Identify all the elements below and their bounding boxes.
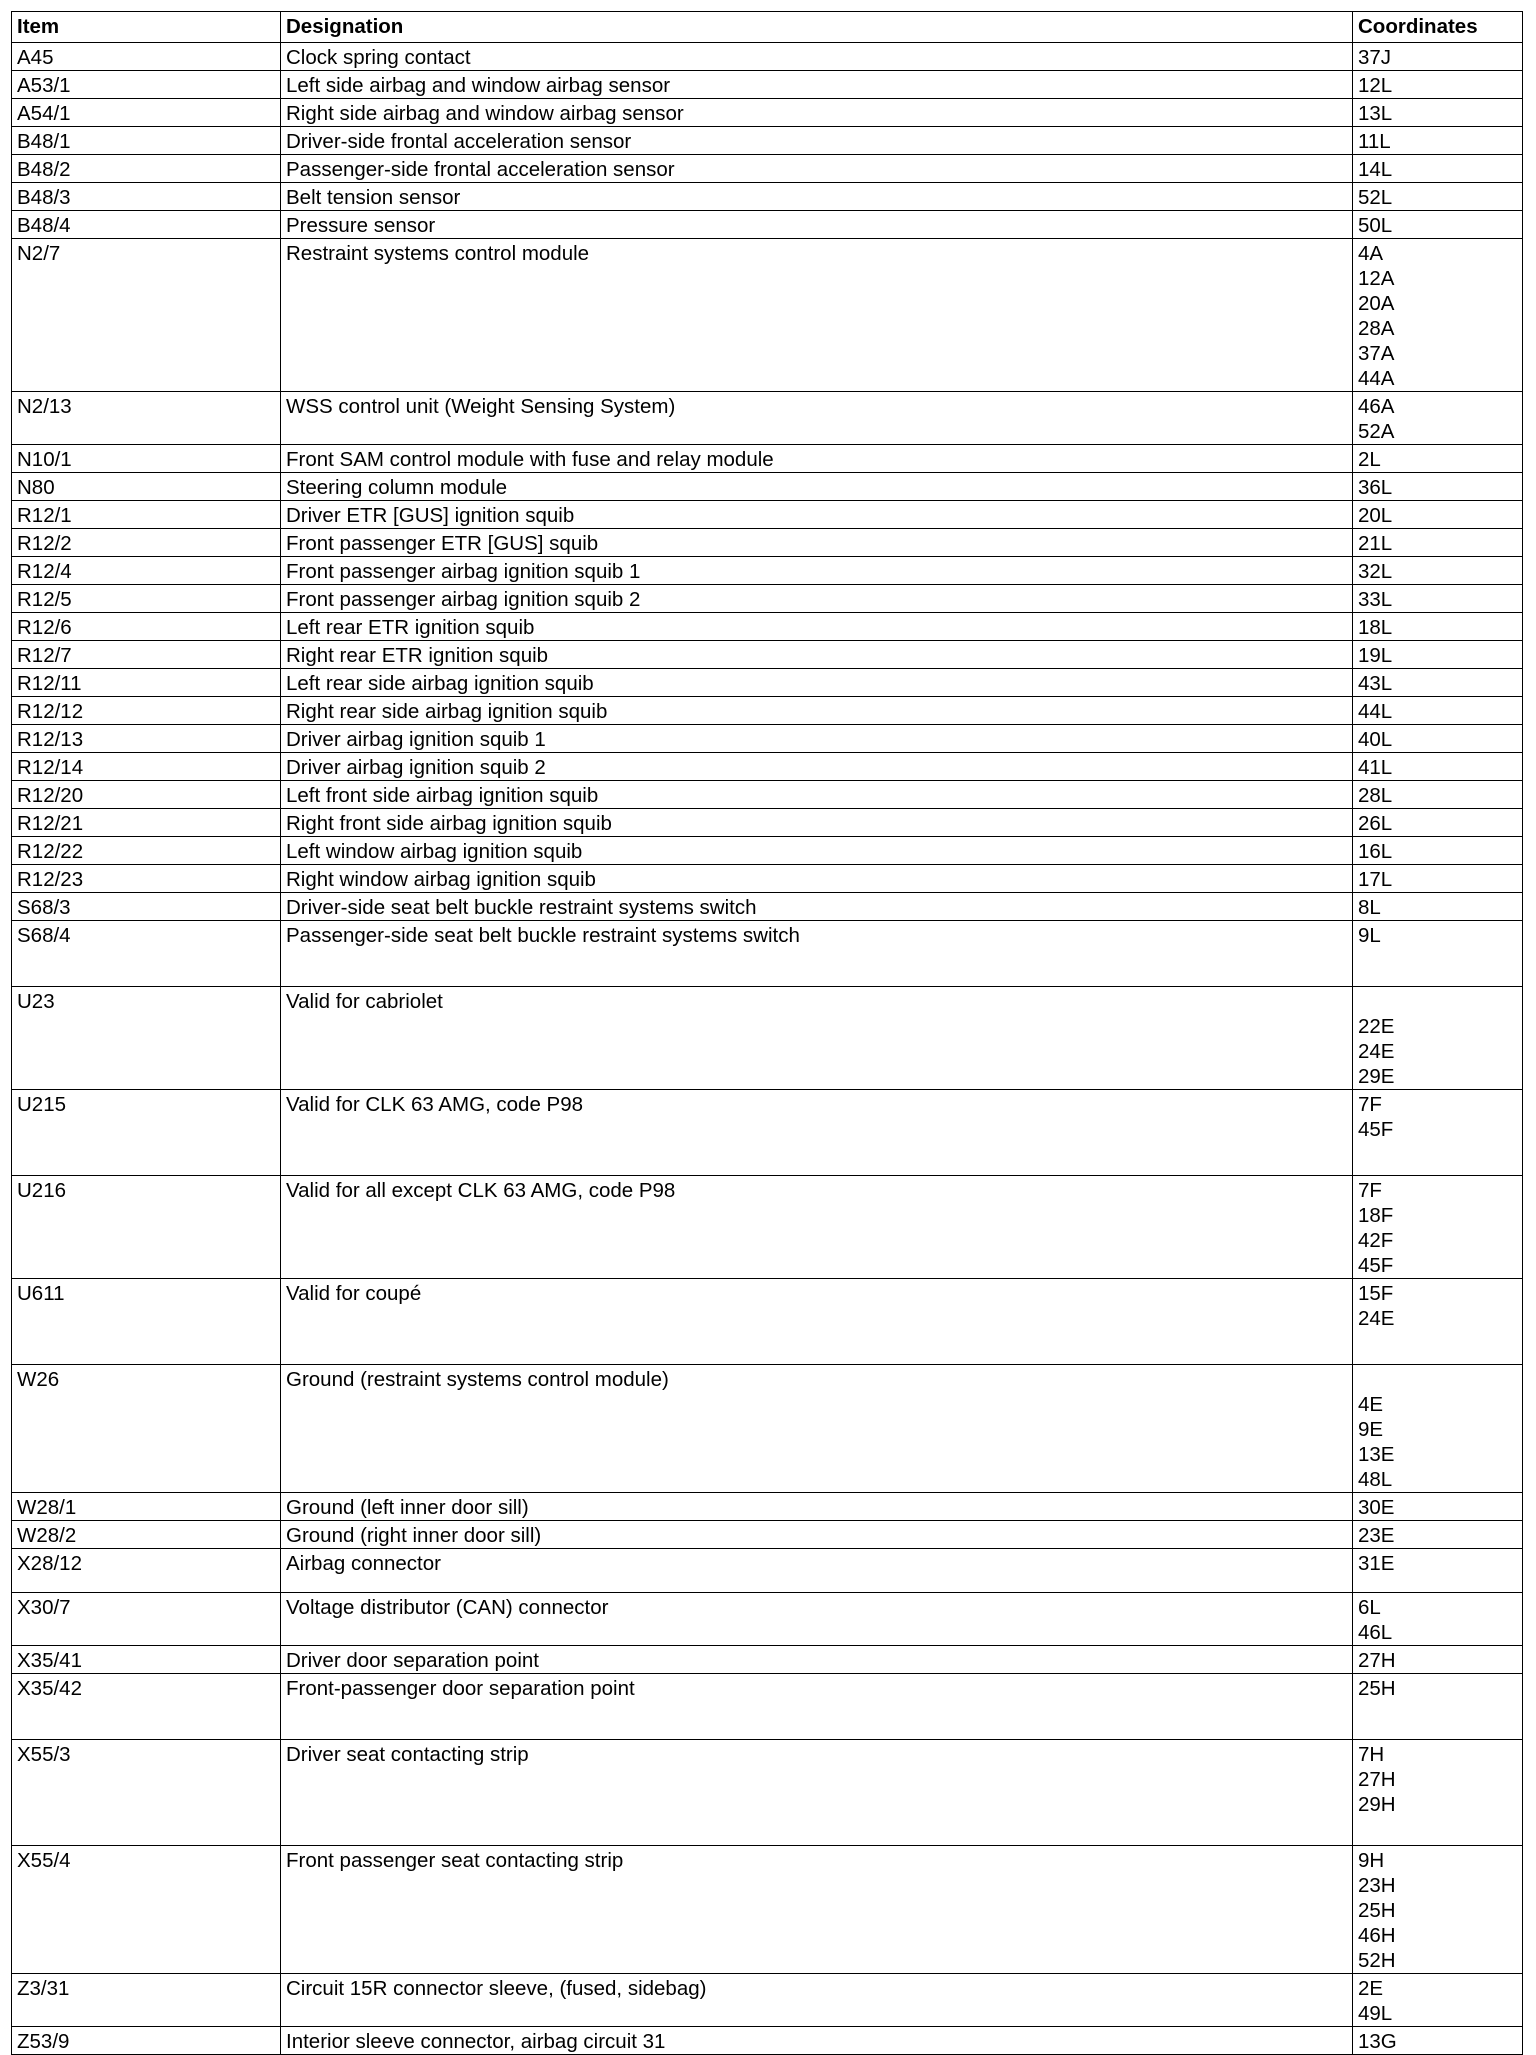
cell-designation: Driver ETR [GUS] ignition squib <box>281 501 1353 529</box>
cell-item: R12/21 <box>12 809 281 837</box>
cell-item: W26 <box>12 1365 281 1493</box>
table-row <box>12 239 1523 392</box>
coordinate-value: 26L <box>1358 812 1393 835</box>
cell-designation: Pressure sensor <box>281 211 1353 239</box>
coordinate-value: 13G <box>1358 2030 1397 2053</box>
cell-coordinates <box>1353 1674 1523 1740</box>
cell-designation: Driver door separation point <box>281 1646 1353 1674</box>
cell-item: X55/3 <box>12 1740 281 1846</box>
coordinate-value: 27H <box>1358 1649 1396 1672</box>
cell-designation: Driver seat contacting strip <box>281 1740 1353 1846</box>
cell-item: N2/13 <box>12 392 281 445</box>
cell-designation: Interior sleeve connector, airbag circuit 31 <box>281 2027 1353 2055</box>
cell-coordinates <box>1353 725 1523 753</box>
cell-coordinates <box>1353 1365 1523 1493</box>
cell-item: W28/1 <box>12 1493 281 1521</box>
cell-designation: Right rear ETR ignition squib <box>281 641 1353 669</box>
column-header-designation: Designation <box>281 12 1353 43</box>
table-row <box>12 1279 1523 1365</box>
coordinate-value: 4A <box>1358 242 1384 265</box>
coordinate-value: 33L <box>1358 588 1393 611</box>
coordinate-value: 42F <box>1358 1229 1394 1252</box>
cell-designation: Passenger-side seat belt buckle restraint systems switch <box>281 921 1353 987</box>
table-row <box>12 987 1523 1090</box>
coordinate-value: 22E <box>1358 1015 1395 1038</box>
column-header-coordinates: Coordinates <box>1353 12 1523 43</box>
cell-coordinates <box>1353 473 1523 501</box>
coordinate-value: 29E <box>1358 1065 1395 1088</box>
cell-coordinates <box>1353 183 1523 211</box>
cell-item: N10/1 <box>12 445 281 473</box>
cell-designation: Ground (restraint systems control module) <box>281 1365 1353 1493</box>
table-row <box>12 1090 1523 1176</box>
cell-designation: Driver-side seat belt buckle restraint systems switch <box>281 893 1353 921</box>
coordinate-value: 37A <box>1358 342 1395 365</box>
cell-coordinates <box>1353 1740 1523 1846</box>
table-row <box>12 837 1523 865</box>
cell-designation: Right front side airbag ignition squib <box>281 809 1353 837</box>
table-row <box>12 921 1523 987</box>
cell-item: B48/4 <box>12 211 281 239</box>
coordinate-value: 24E <box>1358 1307 1395 1330</box>
coordinate-value: 2E <box>1358 1977 1384 2000</box>
cell-item: R12/6 <box>12 613 281 641</box>
coordinate-value: 43L <box>1358 672 1393 695</box>
cell-coordinates <box>1353 987 1523 1090</box>
cell-item: B48/3 <box>12 183 281 211</box>
cell-coordinates <box>1353 753 1523 781</box>
cell-designation: Clock spring contact <box>281 43 1353 71</box>
table-row <box>12 669 1523 697</box>
table-row <box>12 1740 1523 1846</box>
cell-coordinates <box>1353 155 1523 183</box>
cell-coordinates <box>1353 697 1523 725</box>
table-row <box>12 2027 1523 2055</box>
cell-coordinates <box>1353 1090 1523 1176</box>
coordinate-value: 36L <box>1358 476 1393 499</box>
cell-coordinates <box>1353 127 1523 155</box>
cell-coordinates <box>1353 1549 1523 1593</box>
cell-designation: Front-passenger door separation point <box>281 1674 1353 1740</box>
cell-designation: Right window airbag ignition squib <box>281 865 1353 893</box>
cell-item: R12/13 <box>12 725 281 753</box>
coordinate-value: 9L <box>1358 924 1381 947</box>
table-row <box>12 1176 1523 1279</box>
table-row <box>12 809 1523 837</box>
table-row <box>12 1365 1523 1493</box>
cell-coordinates <box>1353 669 1523 697</box>
coordinate-value: 52L <box>1358 186 1393 209</box>
cell-item: R12/22 <box>12 837 281 865</box>
cell-item: U611 <box>12 1279 281 1365</box>
cell-designation: Left side airbag and window airbag sensor <box>281 71 1353 99</box>
coordinate-value: 15F <box>1358 1282 1394 1305</box>
cell-item: R12/2 <box>12 529 281 557</box>
table-row <box>12 865 1523 893</box>
coordinate-value: 7F <box>1358 1179 1382 1202</box>
coordinate-value: 24E <box>1358 1040 1395 1063</box>
cell-designation: Left front side airbag ignition squib <box>281 781 1353 809</box>
coordinate-value: 44A <box>1358 367 1395 390</box>
cell-item: R12/23 <box>12 865 281 893</box>
table-row <box>12 392 1523 445</box>
coordinate-value: 23H <box>1358 1874 1396 1897</box>
cell-item: X35/42 <box>12 1674 281 1740</box>
table-row <box>12 725 1523 753</box>
cell-coordinates <box>1353 239 1523 392</box>
cell-item: R12/20 <box>12 781 281 809</box>
cell-coordinates <box>1353 211 1523 239</box>
cell-item: X35/41 <box>12 1646 281 1674</box>
coordinate-value: 44L <box>1358 700 1393 723</box>
coordinate-value: 46L <box>1358 1621 1393 1644</box>
coordinate-value: 48L <box>1358 1468 1393 1491</box>
cell-coordinates <box>1353 392 1523 445</box>
cell-item: S68/3 <box>12 893 281 921</box>
cell-coordinates <box>1353 837 1523 865</box>
cell-coordinates <box>1353 99 1523 127</box>
table-row <box>12 1646 1523 1674</box>
coordinate-value: 28A <box>1358 317 1395 340</box>
table-row <box>12 697 1523 725</box>
coordinate-value: 25H <box>1358 1677 1396 1700</box>
coordinate-value: 50L <box>1358 214 1393 237</box>
coordinate-value: 9E <box>1358 1418 1384 1441</box>
table-row <box>12 557 1523 585</box>
cell-coordinates <box>1353 1846 1523 1974</box>
table-header-row <box>12 12 1523 43</box>
coordinate-value: 46A <box>1358 395 1395 418</box>
table-row <box>12 1593 1523 1646</box>
cell-item: A53/1 <box>12 71 281 99</box>
cell-coordinates <box>1353 1974 1523 2027</box>
cell-coordinates <box>1353 1176 1523 1279</box>
cell-designation: Airbag connector <box>281 1549 1353 1593</box>
cell-coordinates <box>1353 1521 1523 1549</box>
table-row <box>12 1521 1523 1549</box>
cell-coordinates <box>1353 641 1523 669</box>
cell-designation: Driver-side frontal acceleration sensor <box>281 127 1353 155</box>
coordinate-value: 6L <box>1358 1596 1381 1619</box>
cell-item: R12/4 <box>12 557 281 585</box>
coordinate-value: 52A <box>1358 420 1395 443</box>
cell-designation: Front passenger seat contacting strip <box>281 1846 1353 1974</box>
coordinate-value: 8L <box>1358 896 1381 919</box>
coordinate-value: 19L <box>1358 644 1393 667</box>
cell-item: R12/7 <box>12 641 281 669</box>
table-row <box>12 127 1523 155</box>
cell-item: U23 <box>12 987 281 1090</box>
coordinate-value: 40L <box>1358 728 1393 751</box>
coordinate-value: 7H <box>1358 1743 1385 1766</box>
cell-designation: Ground (left inner door sill) <box>281 1493 1353 1521</box>
cell-coordinates <box>1353 893 1523 921</box>
cell-designation: Valid for cabriolet <box>281 987 1353 1090</box>
table-row <box>12 1674 1523 1740</box>
cell-coordinates <box>1353 2027 1523 2055</box>
table-row <box>12 641 1523 669</box>
coordinate-value: 20A <box>1358 292 1395 315</box>
coordinate-value: 17L <box>1358 868 1393 891</box>
coordinate-value: 25H <box>1358 1899 1396 1922</box>
cell-coordinates <box>1353 557 1523 585</box>
table-row <box>12 211 1523 239</box>
cell-item: B48/1 <box>12 127 281 155</box>
cell-designation: Valid for all except CLK 63 AMG, code P98 <box>281 1176 1353 1279</box>
cell-designation: WSS control unit (Weight Sensing System) <box>281 392 1353 445</box>
cell-coordinates <box>1353 781 1523 809</box>
table-row <box>12 781 1523 809</box>
cell-designation: Circuit 15R connector sleeve, (fused, sidebag) <box>281 1974 1353 2027</box>
cell-designation: Front passenger airbag ignition squib 1 <box>281 557 1353 585</box>
coordinate-value: 23E <box>1358 1524 1395 1547</box>
cell-item: A45 <box>12 43 281 71</box>
cell-item: R12/14 <box>12 753 281 781</box>
coordinate-value: 49L <box>1358 2002 1393 2025</box>
table-row <box>12 1493 1523 1521</box>
coordinate-value: 7F <box>1358 1093 1382 1116</box>
coordinate-value: 41L <box>1358 756 1393 779</box>
coordinate-value: 9H <box>1358 1849 1385 1872</box>
coordinate-value: 37J <box>1358 46 1392 69</box>
cell-designation: Front passenger ETR [GUS] squib <box>281 529 1353 557</box>
coordinate-value: 27H <box>1358 1768 1396 1791</box>
cell-item: W28/2 <box>12 1521 281 1549</box>
coordinate-value: 14L <box>1358 158 1393 181</box>
cell-designation: Restraint systems control module <box>281 239 1353 392</box>
cell-designation: Front SAM control module with fuse and relay module <box>281 445 1353 473</box>
table-row <box>12 613 1523 641</box>
cell-item: X30/7 <box>12 1593 281 1646</box>
cell-coordinates <box>1353 529 1523 557</box>
cell-item: R12/12 <box>12 697 281 725</box>
cell-coordinates <box>1353 43 1523 71</box>
cell-designation: Belt tension sensor <box>281 183 1353 211</box>
table-row <box>12 1846 1523 1974</box>
coordinate-value: 45F <box>1358 1254 1394 1277</box>
cell-item: Z53/9 <box>12 2027 281 2055</box>
coordinate-value <box>1358 989 1517 1014</box>
cell-item: X55/4 <box>12 1846 281 1974</box>
table-row <box>12 529 1523 557</box>
coordinate-value: 28L <box>1358 784 1393 807</box>
coordinate-value: 18F <box>1358 1204 1394 1227</box>
cell-item: B48/2 <box>12 155 281 183</box>
cell-coordinates <box>1353 1493 1523 1521</box>
table-row <box>12 1974 1523 2027</box>
coordinate-value: 16L <box>1358 840 1393 863</box>
table-row <box>12 501 1523 529</box>
coordinate-value: 4E <box>1358 1393 1384 1416</box>
table-row <box>12 893 1523 921</box>
table-row <box>12 43 1523 71</box>
cell-coordinates <box>1353 865 1523 893</box>
cell-item: U215 <box>12 1090 281 1176</box>
table-row <box>12 183 1523 211</box>
cell-coordinates <box>1353 1593 1523 1646</box>
table-row <box>12 585 1523 613</box>
cell-designation: Valid for CLK 63 AMG, code P98 <box>281 1090 1353 1176</box>
coordinate-value: 32L <box>1358 560 1393 583</box>
cell-designation: Front passenger airbag ignition squib 2 <box>281 585 1353 613</box>
table-row <box>12 1549 1523 1593</box>
coordinate-value: 11L <box>1358 130 1391 153</box>
cell-item: N80 <box>12 473 281 501</box>
cell-item: U216 <box>12 1176 281 1279</box>
cell-designation: Valid for coupé <box>281 1279 1353 1365</box>
coordinate-value: 46H <box>1358 1924 1396 1947</box>
cell-coordinates <box>1353 585 1523 613</box>
cell-designation: Left rear ETR ignition squib <box>281 613 1353 641</box>
coordinate-value <box>1358 1367 1517 1392</box>
cell-coordinates <box>1353 1646 1523 1674</box>
table-row <box>12 753 1523 781</box>
cell-coordinates <box>1353 501 1523 529</box>
cell-designation: Left window airbag ignition squib <box>281 837 1353 865</box>
cell-designation: Right side airbag and window airbag sensor <box>281 99 1353 127</box>
coordinate-value: 31E <box>1358 1552 1395 1575</box>
cell-coordinates <box>1353 613 1523 641</box>
cell-coordinates <box>1353 445 1523 473</box>
cell-coordinates <box>1353 921 1523 987</box>
table-row <box>12 71 1523 99</box>
cell-designation: Ground (right inner door sill) <box>281 1521 1353 1549</box>
coordinate-value: 13E <box>1358 1443 1395 1466</box>
cell-item: A54/1 <box>12 99 281 127</box>
coordinate-value: 29H <box>1358 1793 1396 1816</box>
cell-item: R12/1 <box>12 501 281 529</box>
coordinate-value: 20L <box>1358 504 1393 527</box>
cell-designation: Passenger-side frontal acceleration sensor <box>281 155 1353 183</box>
cell-designation: Right rear side airbag ignition squib <box>281 697 1353 725</box>
coordinate-value: 30E <box>1358 1496 1395 1519</box>
coordinate-value: 12A <box>1358 267 1395 290</box>
coordinate-value: 13L <box>1358 102 1393 125</box>
cell-item: X28/12 <box>12 1549 281 1593</box>
coordinate-value: 18L <box>1358 616 1393 639</box>
table-row <box>12 473 1523 501</box>
cell-designation: Driver airbag ignition squib 1 <box>281 725 1353 753</box>
cell-item: Z3/31 <box>12 1974 281 2027</box>
cell-designation: Steering column module <box>281 473 1353 501</box>
table-row <box>12 445 1523 473</box>
cell-item: R12/11 <box>12 669 281 697</box>
table-row <box>12 99 1523 127</box>
component-legend-table <box>11 11 1523 2055</box>
cell-coordinates <box>1353 71 1523 99</box>
cell-designation: Driver airbag ignition squib 2 <box>281 753 1353 781</box>
column-header-item: Item <box>12 12 281 43</box>
table-body <box>12 43 1523 2055</box>
cell-item: N2/7 <box>12 239 281 392</box>
coordinate-value: 45F <box>1358 1118 1394 1141</box>
table-row <box>12 155 1523 183</box>
coordinate-value: 2L <box>1358 448 1381 471</box>
cell-item: S68/4 <box>12 921 281 987</box>
cell-item: R12/5 <box>12 585 281 613</box>
coordinate-value: 52H <box>1358 1949 1396 1972</box>
cell-coordinates <box>1353 809 1523 837</box>
cell-designation: Voltage distributor (CAN) connector <box>281 1593 1353 1646</box>
cell-coordinates <box>1353 1279 1523 1365</box>
cell-designation: Left rear side airbag ignition squib <box>281 669 1353 697</box>
coordinate-value: 21L <box>1358 532 1393 555</box>
coordinate-value: 12L <box>1358 74 1393 97</box>
